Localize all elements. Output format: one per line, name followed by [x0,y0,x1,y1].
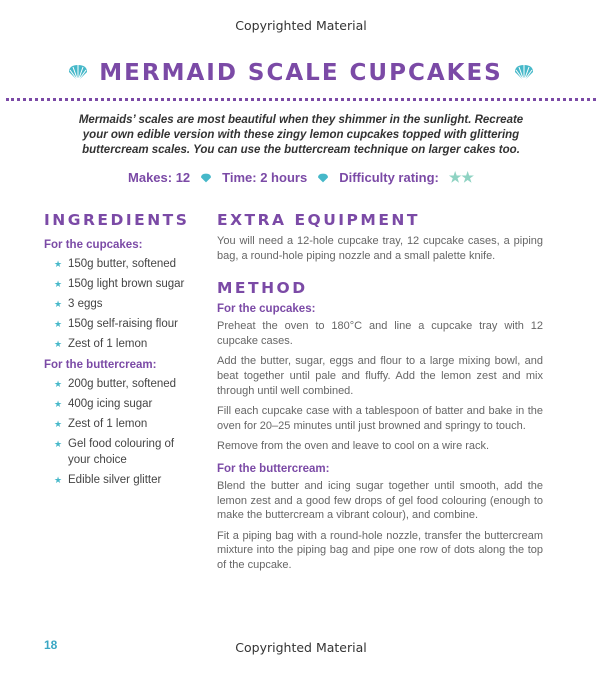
shell-icon [317,173,329,183]
star-bullet-icon: ★ [54,279,63,289]
intro-text: Mermaids’ scales are most beautiful when they shimmer in the sunlight. Recreate your own edible version with these zingy lemon cupcakes topped with glittering buttercream scales. You can use the buttercream technique on larger cakes too. [78,114,524,156]
method-cupcakes-heading: For the cupcakes: [217,303,316,316]
star-bullet-icon: ★ [54,399,63,409]
shell-icon [513,64,535,82]
method-step: Add the butter, sugar, eggs and flour to a large mixing bowl, and beat together until pale and fluffy. Add the lemon zest and mix through until well combined. [217,355,543,397]
star-bullet-icon: ★ [54,439,63,449]
method-step: Preheat the oven to 180°C and line a cupcake tray with 12 cupcake cases. [217,320,543,347]
buttercream-ingredients-list [44,376,204,488]
title-row [0,60,602,86]
page-number: 18 [44,638,58,652]
list-item: ★ Zest of 1 lemon [54,418,148,430]
page-title: MERMAID SCALE CUPCAKES [99,60,503,86]
ingredients-heading: INGREDIENTS [44,211,190,229]
method-heading: METHOD [217,279,308,298]
list-item: ★ Gel food colouring of your choice [54,438,175,466]
list-item: ★ Edible silver glitter [54,474,162,486]
shell-icon [200,173,212,183]
star-bullet-icon: ★ [54,419,63,429]
copyright-header: Copyrighted Material [235,18,367,33]
star-bullet-icon: ★ [54,259,63,269]
list-item: ★ 400g icing sugar [54,398,153,410]
list-item: ★ 150g self-raising flour [54,318,178,330]
method-step: Fit a piping bag with a round-hole nozzle, transfer the buttercream mixture into the piping bag and pipe one row of dots along the top of the cupcake. [217,529,543,571]
list-item: ★ 150g light brown sugar [54,278,185,290]
method-step: Blend the butter and icing sugar together until smooth, add the lemon zest and a good few drops of gel food colouring (enough to make the buttercream a vibrant colour), and combine. [217,479,543,522]
star-bullet-icon: ★ [54,319,63,329]
ingredients-column [44,211,204,492]
recipe-meta [0,169,602,186]
equipment-text: You will need a 12-hole cupcake tray, 12 cupcake cases, a piping bag, a round-hole piping nozzle and a small palette knife. [217,235,543,262]
star-icon: ★ [448,169,462,185]
method-step: Fill each cupcake case with a tablespoon of batter and bake in the oven for 20–25 minutes until just browned and springy to touch. [217,405,543,432]
dotted-divider [6,98,596,101]
list-item: ★ 3 eggs [54,298,103,310]
difficulty-label: Difficulty rating: [339,170,439,185]
makes-label: Makes: 12 [128,170,191,185]
list-item: ★ Zest of 1 lemon [54,338,148,350]
star-bullet-icon: ★ [54,475,63,485]
instructions-column [217,211,543,573]
equipment-heading: EXTRA EQUIPMENT [217,211,420,229]
buttercream-ingredients-heading: For the buttercream: [44,359,157,371]
cupcakes-ingredients-heading: For the cupcakes: [44,239,143,251]
star-bullet-icon: ★ [54,299,63,309]
list-item: ★ 200g butter, softened [54,378,177,390]
method-buttercream-heading: For the buttercream: [217,462,330,475]
star-bullet-icon: ★ [54,379,63,389]
star-bullet-icon: ★ [54,339,63,349]
cupcakes-ingredients-list [44,256,204,352]
shell-icon [67,64,89,82]
copyright-footer: Copyrighted Material [235,640,367,655]
method-step: Remove from the oven and leave to cool on a wire rack. [217,440,490,453]
star-icon: ★ [461,169,474,185]
difficulty-stars [449,169,474,186]
time-label: Time: 2 hours [222,170,308,185]
list-item: ★ 150g butter, softened [54,258,177,270]
